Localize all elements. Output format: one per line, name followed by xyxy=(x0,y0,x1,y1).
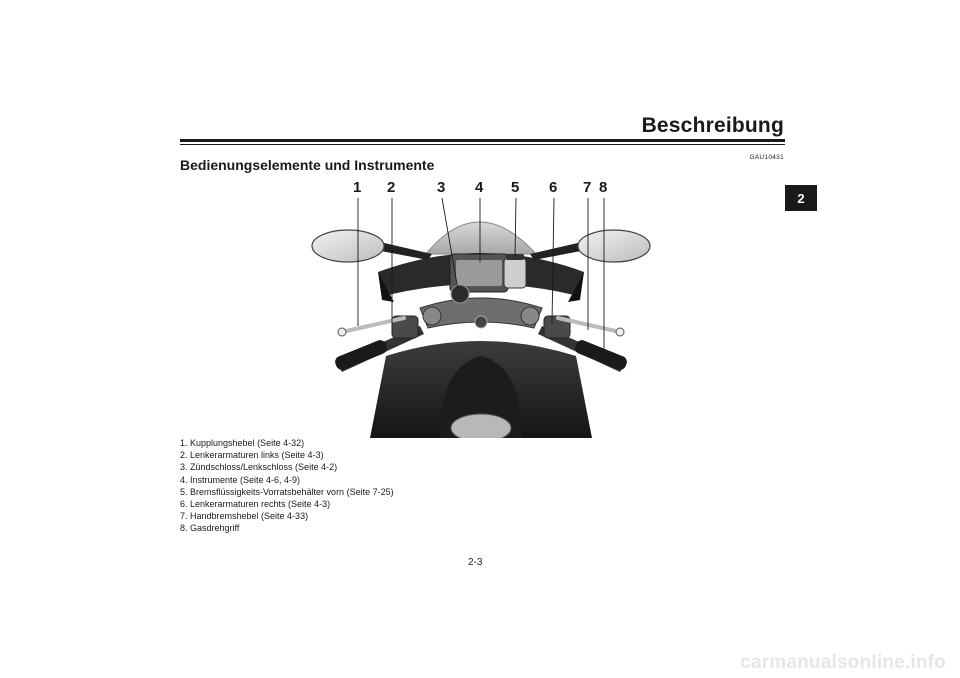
left-grip xyxy=(333,338,388,371)
windscreen xyxy=(426,222,536,254)
legend-item: 6. Lenkerarmaturen rechts (Seite 4-3) xyxy=(180,499,331,510)
right-mirror xyxy=(578,230,650,262)
header-rule-thick xyxy=(180,139,785,142)
page-header-title: Beschreibung xyxy=(641,114,784,137)
legend-item: 5. Bremsflüssigkeits-Vorratsbehälter vorn (Seite 7-25) xyxy=(180,486,394,497)
left-mirror xyxy=(312,230,384,262)
legend-item: 3. Zündschloss/Lenkschloss (Seite 4-2) xyxy=(180,462,338,473)
callout-7: 7 xyxy=(583,179,592,196)
legend-item: 2. Lenkerarmaturen links (Seite 4-3) xyxy=(180,450,324,461)
chapter-tab[interactable]: 2 xyxy=(785,185,817,211)
legend-item: 7. Handbremshebel (Seite 4-33) xyxy=(180,511,309,522)
callout-4: 4 xyxy=(475,179,484,196)
motorcycle-cockpit-illustration xyxy=(308,176,654,438)
document-code: GAU10431 xyxy=(749,154,784,161)
callout-3: 3 xyxy=(437,179,446,196)
fuel-cap xyxy=(451,414,511,438)
page-number: 2-3 xyxy=(468,557,483,568)
brake-fluid-reservoir xyxy=(504,258,526,288)
throttle-grip xyxy=(573,338,628,371)
legend-item: 8. Gasdrehgriff xyxy=(180,523,240,534)
watermark-link[interactable]: carmanualsonline.info xyxy=(740,652,946,673)
legend-item: 1. Kupplungshebel (Seite 4-32) xyxy=(180,438,305,448)
ignition-switch xyxy=(451,285,469,303)
section-title: Bedienungselemente und Instrumente xyxy=(180,157,435,173)
motorcycle-figure xyxy=(308,176,654,438)
header-rule-thin xyxy=(180,144,785,145)
legend-item: 4. Instrumente (Seite 4-6, 4-9) xyxy=(180,474,301,485)
callout-5: 5 xyxy=(511,179,520,196)
legend-list xyxy=(180,437,394,535)
callout-1: 1 xyxy=(353,179,362,196)
instrument-display xyxy=(456,260,502,286)
callout-6: 6 xyxy=(549,179,558,196)
callout-2: 2 xyxy=(387,179,396,196)
callout-8: 8 xyxy=(599,179,608,196)
